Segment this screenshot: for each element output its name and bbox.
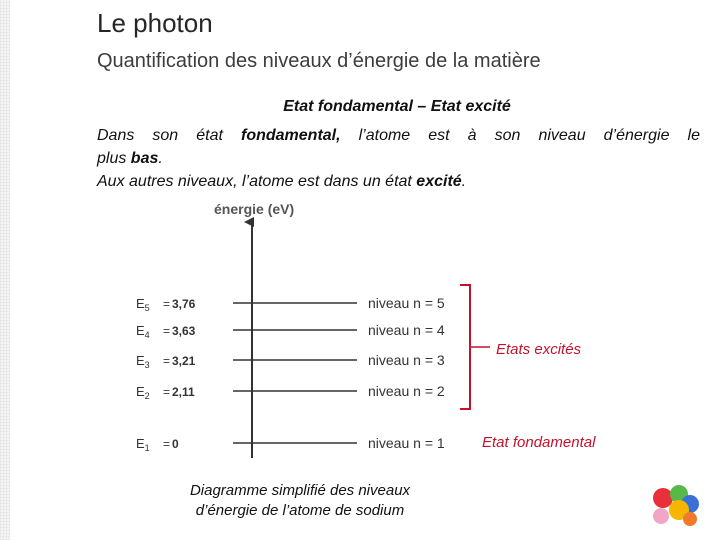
energy-axis-label: énergie (eV) [214, 201, 295, 217]
red-ball-icon [653, 488, 673, 508]
energy-value: 0 [172, 437, 179, 451]
energy-subscript: 5 [144, 303, 150, 313]
energy-level-name [136, 323, 150, 340]
orange-ball-icon [683, 512, 697, 526]
level-label: niveau n = 1 [368, 435, 445, 451]
energy-level-name [136, 384, 150, 401]
level-label: niveau n = 3 [368, 352, 445, 368]
level-label: niveau n = 5 [368, 295, 445, 311]
equals-sign: = [163, 297, 171, 311]
paragraph-text: . [461, 173, 467, 190]
energy-levels [136, 295, 445, 453]
pink-ball-icon [653, 508, 669, 524]
energy-symbol: E [136, 323, 145, 338]
equals-sign: = [163, 385, 171, 399]
paragraph-text: l’atome est à son niveau d’énergie le [340, 127, 700, 144]
section-heading: Etat fondamental – Etat excité [283, 98, 511, 115]
energy-subscript: 3 [144, 360, 150, 370]
equals-sign: = [163, 354, 171, 368]
paragraph-bold: excité [416, 173, 462, 190]
energy-symbol: E [136, 436, 145, 451]
paragraph-text: plus [97, 150, 131, 167]
energy-subscript: 1 [144, 443, 150, 453]
level-label: niveau n = 4 [368, 322, 445, 338]
energy-level-name [136, 436, 150, 453]
ground-state-label: Etat fondamental [482, 434, 596, 451]
energy-subscript: 2 [144, 391, 150, 401]
paragraph-text: Aux autres niveaux, l’atome est dans un état [97, 173, 417, 190]
caption-line-2: d’énergie de l’atome de sodium [195, 502, 405, 519]
excited-bracket [460, 285, 470, 409]
energy-level-name [136, 353, 150, 370]
excited-states-label: Etats excités [496, 341, 582, 358]
energy-value: 3,76 [172, 297, 196, 311]
energy-value: 2,11 [172, 385, 195, 399]
paragraph-text: Dans son état [97, 127, 241, 144]
paragraph-bold: fondamental, [241, 127, 341, 144]
paragraph-bold: bas [130, 150, 159, 167]
diagram-caption [140, 481, 460, 521]
energy-symbol: E [136, 296, 145, 311]
atom-balls-logo [646, 480, 702, 528]
equals-sign: = [163, 437, 171, 451]
energy-value: 3,63 [172, 324, 196, 338]
equals-sign: = [163, 324, 171, 338]
level-label: niveau n = 2 [368, 383, 445, 399]
slide-subtitle: Quantification des niveaux d’énergie de la matière [97, 50, 541, 72]
paragraph-text: . [158, 150, 163, 167]
slide-title: Le photon [97, 8, 213, 38]
energy-level-name [136, 296, 150, 313]
energy-symbol: E [136, 353, 145, 368]
energy-symbol: E [136, 384, 145, 399]
energy-subscript: 4 [144, 330, 150, 340]
caption-line-1: Diagramme simplifié des niveaux [189, 482, 411, 499]
energy-value: 3,21 [172, 354, 196, 368]
